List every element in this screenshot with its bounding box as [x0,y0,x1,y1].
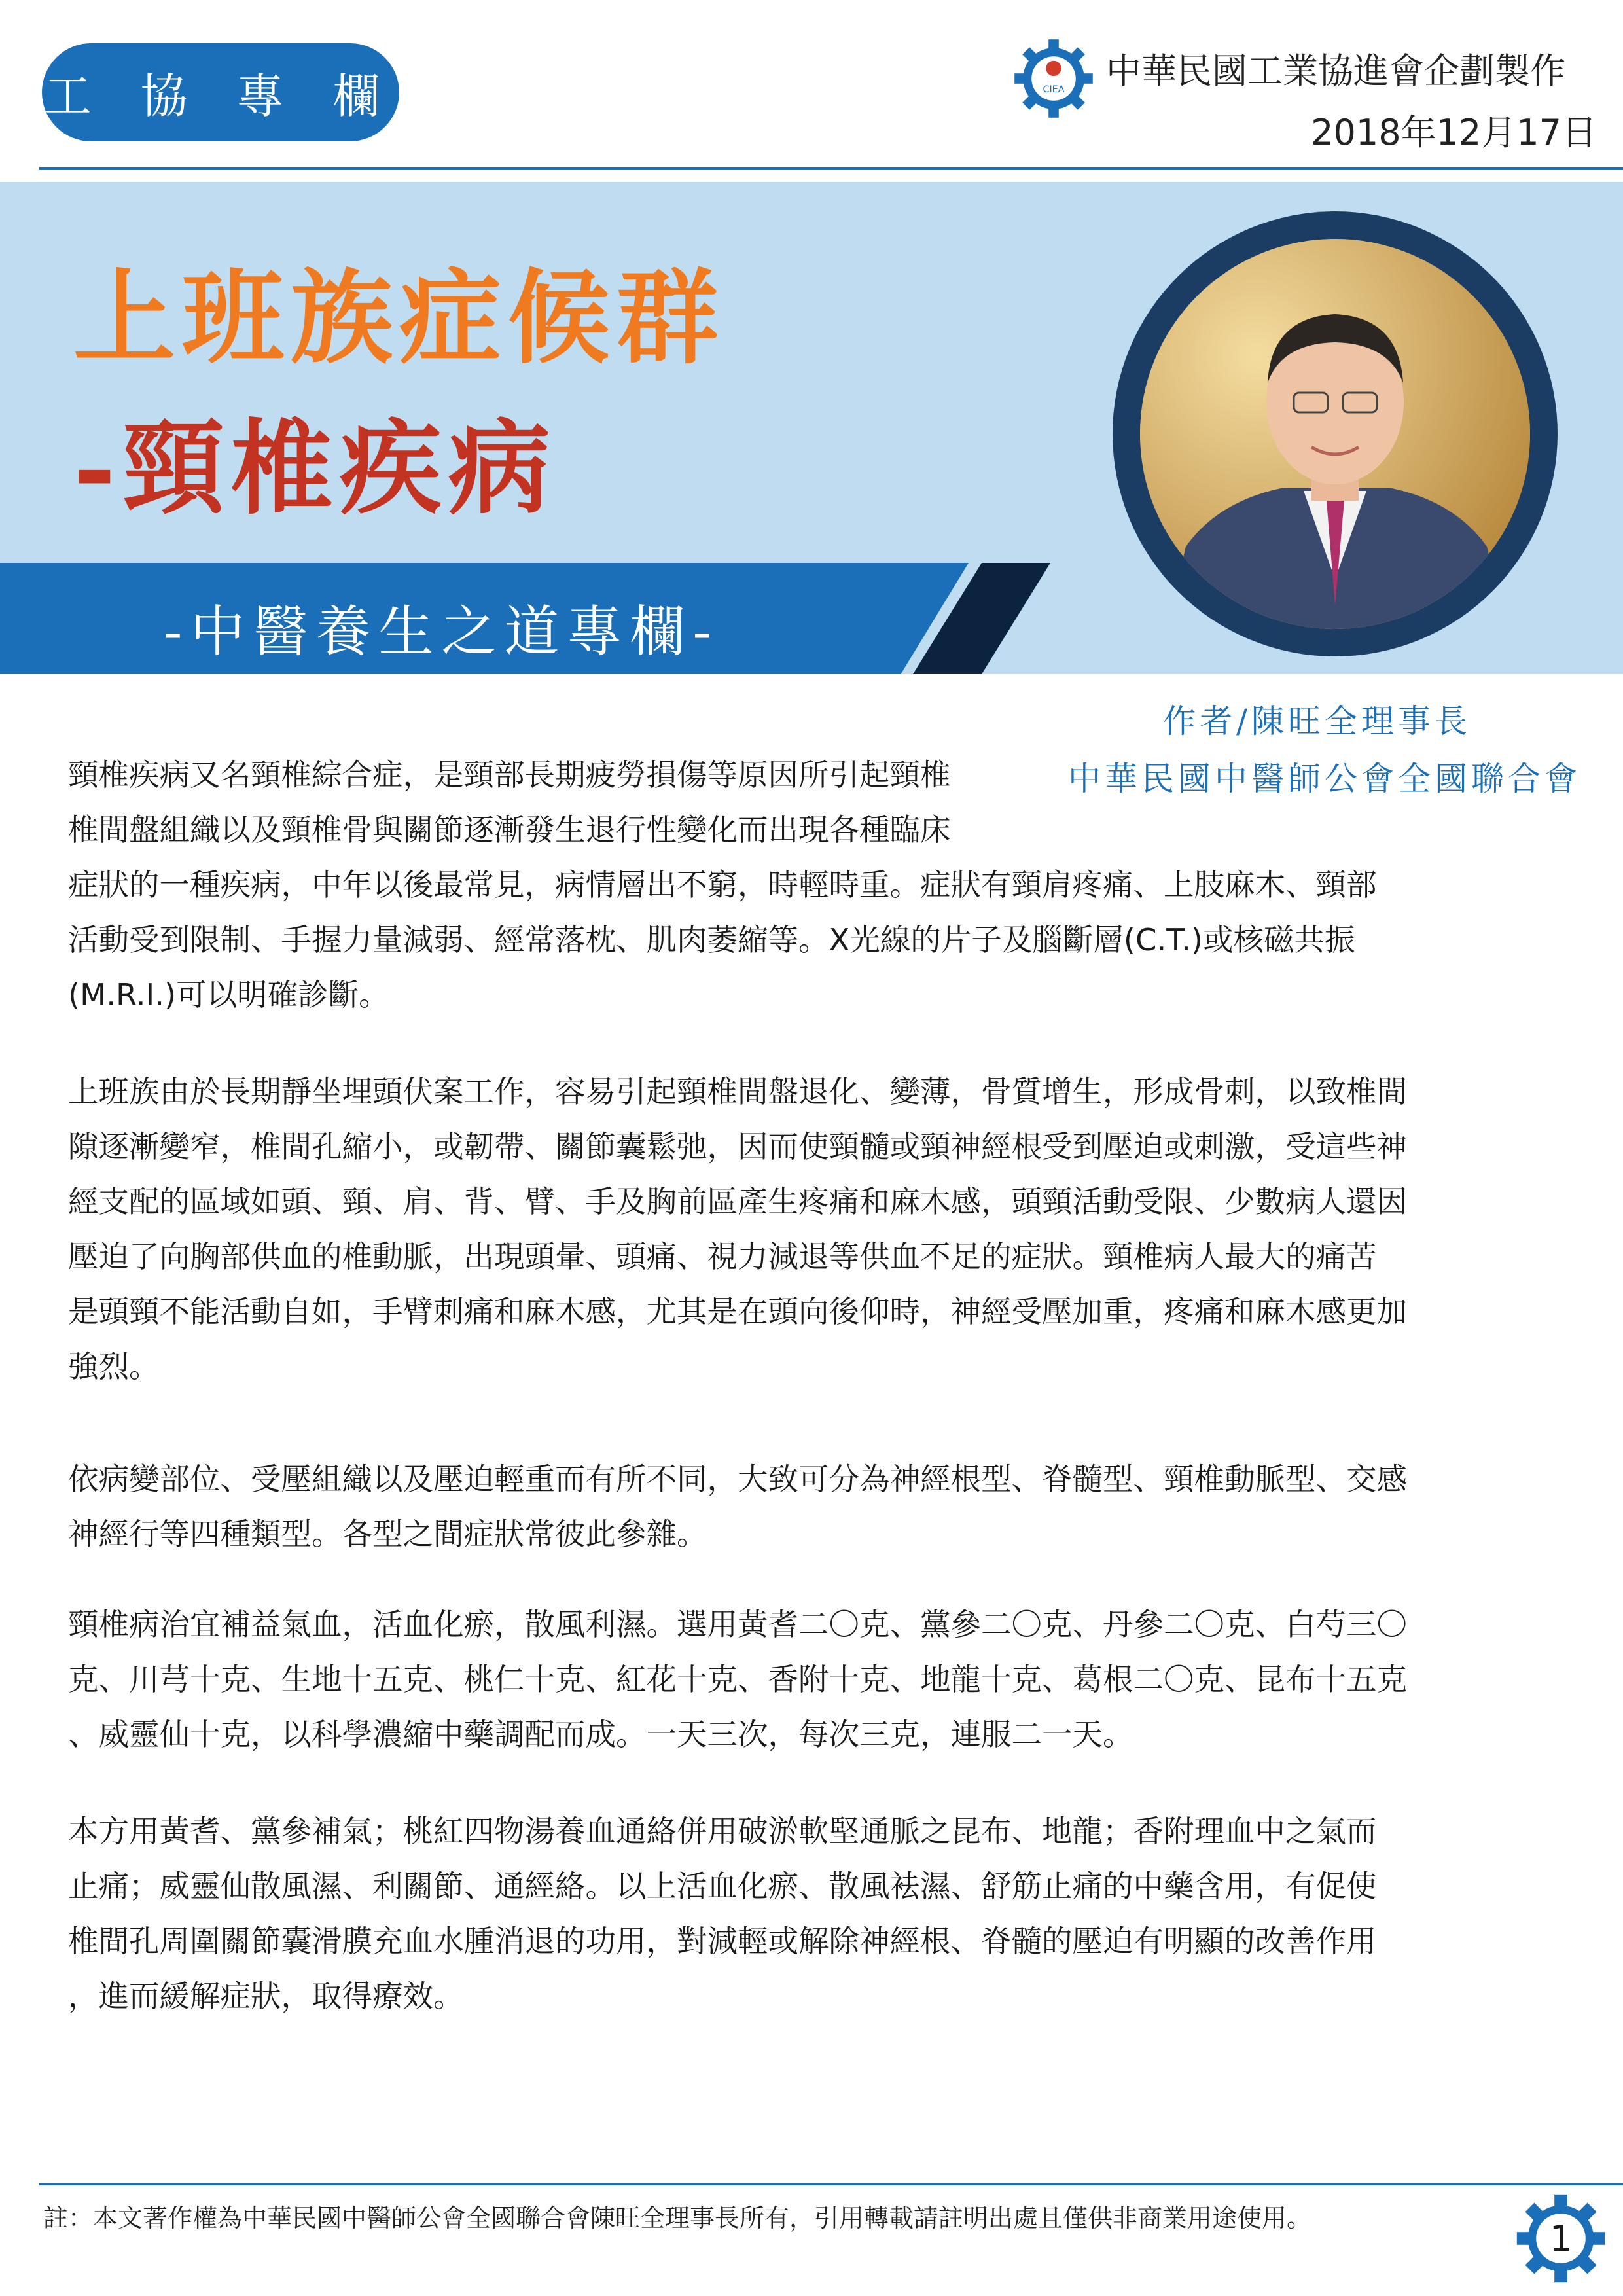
paragraph-line: 是頭頸不能活動自如，手臂刺痛和麻木感，尤其是在頭向後仰時，神經受壓加重，疼痛和麻木感更加 [68,1294,1407,1329]
author-organization: 中華民國中醫師公會全國聯合會 [1068,760,1581,798]
paragraph-line: 神經行等四種類型。各型之間症狀常彼此參雜。 [68,1516,707,1552]
copyright-note: 註：本文著作權為中華民國中醫師公會全國聯合會陳旺全理事長所有，引用轉載請註明出處且僅供非商業用途使用。 [43,2204,1312,2233]
paragraph-line: 隙逐漸變窄，椎間孔縮小，或韌帶、關節囊鬆弛，因而使頸髓或頸神經根受到壓迫或刺激，受這些神 [68,1129,1407,1164]
footer-divider [39,2183,1623,2185]
paragraph-line: 活動受到限制、手握力量減弱、經常落枕、肌肉萎縮等。X光線的片子及腦斷層(C.T.)或核磁共振 [68,922,1355,958]
paragraph-line: 強烈。 [68,1349,160,1384]
article-title: 上班族症候群 [73,258,725,378]
header-divider [39,167,1623,170]
paragraph-2 [68,1064,1407,1394]
publish-date: 2018年12月17日 [1311,112,1597,153]
author-portrait [1140,239,1530,629]
paragraph-line: 、威靈仙十克，以科學濃縮中藥調配而成。一天三次，每次三克，連服二一天。 [68,1717,1133,1752]
paragraph-line: 椎間盤組織以及頸椎骨與關節逐漸發生退行性變化而出現各種臨床 [68,812,951,848]
paragraph-line: ，進而緩解症狀，取得療效。 [68,1979,464,2014]
paragraph-line: 上班族由於長期靜坐埋頭伏案工作，容易引起頸椎間盤退化、變薄，骨質增生，形成骨刺，以致椎間 [68,1074,1407,1109]
paragraph-4 [68,1597,1407,1762]
paragraph-line: (M.R.I.)可以明確診斷。 [68,977,389,1013]
column-label: 工 協 專 欄 [44,69,397,124]
article-title-secondary: -頸椎疾病 [73,408,557,528]
paragraph-line: 壓迫了向胸部供血的椎動脈，出現頭暈、頭痛、視力減退等供血不足的症狀。頸椎病人最大的痛苦 [68,1239,1377,1274]
org-name: 中華民國工業協進會企劃製作 [1106,50,1565,92]
paragraph-line: 椎間孔周圍關節囊滑膜充血水腫消退的功用，對減輕或解除神經根、脊髓的壓迫有明顯的改善作用 [68,1924,1377,1959]
paragraph-line: 症狀的一種疾病，中年以後最常見，病情層出不窮，時輕時重。症狀有頸肩疼痛、上肢麻木、頸部 [68,867,1377,903]
paragraph-line: 頸椎疾病又名頸椎綜合症，是頸部長期疲勞損傷等原因所引起頸椎 [68,757,951,793]
gear-logo-icon [1011,36,1096,121]
logo-text: CIEA [1043,84,1065,95]
paragraph-1 [68,747,1377,1022]
column-subtitle: -中醫養生之道專欄- [164,600,719,664]
paragraph-5 [68,1804,1377,2024]
paragraph-line: 依病變部位、受壓組織以及壓迫輕重而有所不同，大致可分為神經根型、脊髓型、頸椎動脈型、交感 [68,1462,1407,1497]
paragraph-line: 頸椎病治宜補益氣血，活血化瘀，散風利濕。選用黃耆二〇克、黨參二〇克、丹參二〇克、白芍三〇 [68,1607,1407,1642]
paragraph-line: 止痛；威靈仙散風濕、利關節、通經絡。以上活血化瘀、散風袪濕、舒筋止痛的中藥含用，有促使 [68,1869,1377,1904]
author-byline: 作者/陳旺全理事長 [1163,702,1471,740]
paragraph-line: 克、川芎十克、生地十五克、桃仁十克、紅花十克、香附十克、地龍十克、葛根二〇克、昆布十五克 [68,1662,1407,1697]
paragraph-3 [68,1452,1407,1562]
paragraph-line: 經支配的區域如頭、頸、肩、背、臂、手及胸前區產生疼痛和麻木感，頭頸活動受限、少數病人還因 [68,1184,1407,1219]
paragraph-line: 本方用黃耆、黨參補氣；桃紅四物湯養血通絡併用破淤軟堅通脈之昆布、地龍；香附理血中之氣而 [68,1814,1377,1849]
column-badge [42,43,399,141]
page-number: 1 [1549,2217,1573,2259]
